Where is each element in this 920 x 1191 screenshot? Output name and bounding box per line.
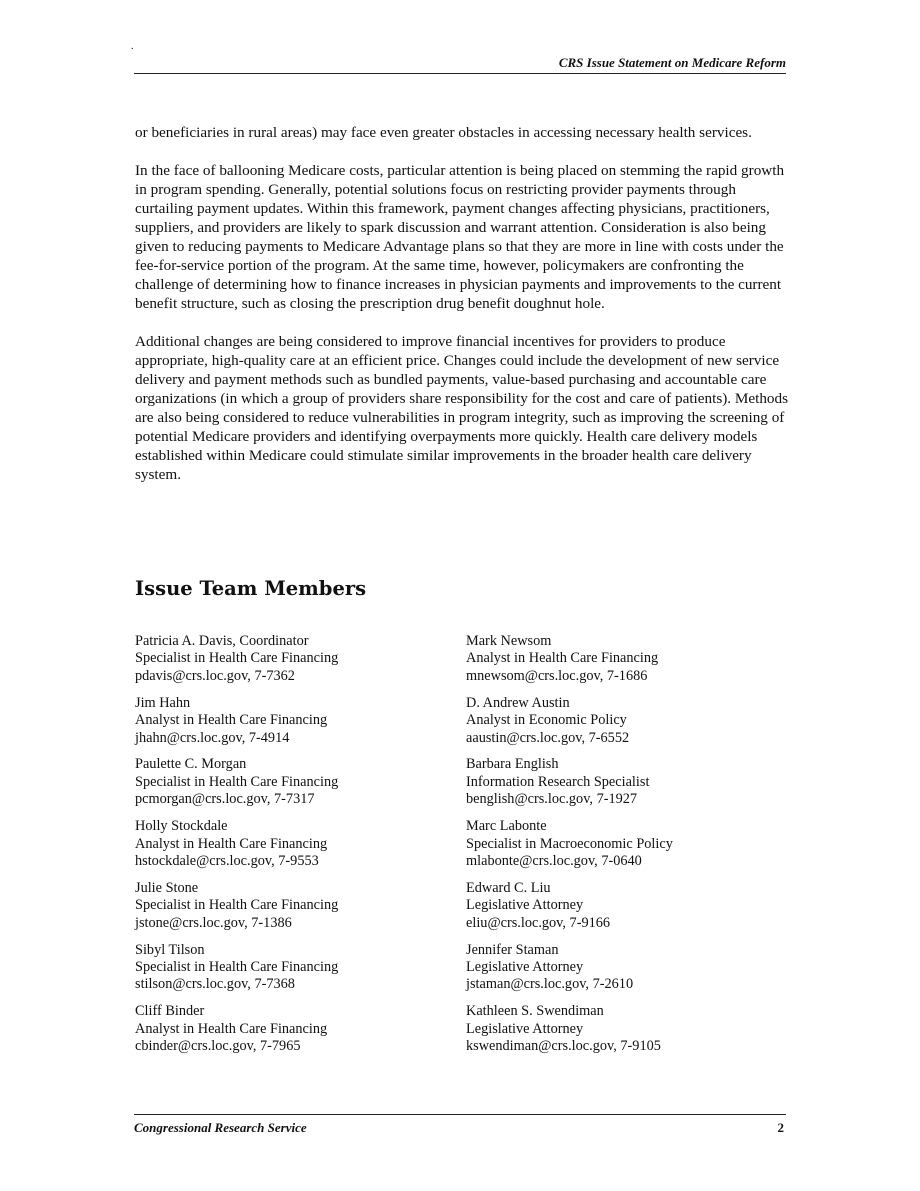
member-name: Patricia A. Davis, Coordinator [135, 633, 309, 649]
member-title: Analyst in Health Care Financing [135, 1020, 328, 1037]
team-column-left [135, 633, 465, 1065]
member-title: Legislative Attorney [466, 1020, 584, 1037]
running-footer [134, 1114, 786, 1139]
member-title: Legislative Attorney [466, 959, 584, 975]
member-title: Specialist in Health Care Financing [135, 897, 339, 914]
member-title: Legislative Attorney [466, 897, 584, 914]
paragraph: Additional changes are being considered to improve financial incentives for providers to produce appropriate, high-quality care at an efficient price. Changes could include the development of new service delivery and payment methods such as bundled payments, value-based purchasing and accountable care organizations (in which a group of providers share responsibility for the cost and care of patients). Methods are also being considered to reduce vulnerabilities in program integrity, such as improving the screening of potential Medicare providers and identifying overpayments more quickly. Health care delivery models established within Medicare could stimulate similar improvements in the broader health care delivery system. [135, 333, 789, 483]
team-member [135, 633, 465, 685]
member-name: Cliff Binder [135, 1003, 205, 1020]
member-contact: pcmorgan@crs.loc.gov, 7-7317 [135, 791, 315, 808]
team-member [466, 880, 796, 932]
running-header: CRS Issue Statement on Medicare Reform [134, 52, 786, 74]
member-contact: eliu@crs.loc.gov, 7-9166 [466, 914, 611, 931]
document-body [135, 123, 790, 503]
member-contact: hstockdale@crs.loc.gov, 7-9553 [135, 852, 319, 869]
member-title: Analyst in Economic Policy [466, 712, 627, 729]
team-member [466, 1003, 796, 1055]
member-contact: jhahn@crs.loc.gov, 7-4914 [135, 729, 290, 746]
section-title: Issue Team Members [135, 577, 367, 600]
team-member [466, 695, 796, 747]
page-number: 2 [777, 1120, 784, 1135]
paragraph: In the face of ballooning Medicare costs, particular attention is being placed on stemming the rapid growth in program spending. Generally, potential solutions focus on restricting provider payments through curtailing payment updates. Within this framework, payment changes affecting physicians, practitioners, suppliers, and providers are likely to spark discussion and warrant attention. Consideration is also being given to reducing payments to Medicare Advantage plans so that they are more in line with costs under the fee-for-service portion of the program. At the same time, however, policymakers are confronting the challenge of determining how to finance increases in physician payments and improvements to the current benefit structure, such as closing the prescription drug benefit doughnut hole. [135, 162, 785, 312]
member-contact: aaustin@crs.loc.gov, 7-6552 [466, 729, 630, 746]
member-name: D. Andrew Austin [466, 694, 570, 711]
member-name: Mark Newsom [466, 633, 552, 649]
team-member [135, 818, 465, 870]
member-name: Sibyl Tilson [135, 941, 205, 958]
team-member [135, 756, 465, 808]
team-member [135, 942, 465, 994]
team-member [135, 880, 465, 932]
member-name: Kathleen S. Swendiman [466, 1003, 604, 1020]
member-name: Jennifer Staman [466, 941, 559, 958]
member-contact: stilson@crs.loc.gov, 7-7368 [135, 976, 295, 993]
paragraph: or beneficiaries in rural areas) may face even greater obstacles in accessing necessary health services. [135, 124, 752, 141]
member-contact: mnewsom@crs.loc.gov, 7-1686 [466, 667, 648, 684]
member-title: Specialist in Macroeconomic Policy [466, 835, 673, 852]
member-name: Marc Labonte [466, 818, 547, 835]
team-column-right [466, 633, 796, 1065]
member-contact: kswendiman@crs.loc.gov, 7-9105 [466, 1038, 661, 1055]
member-contact: benglish@crs.loc.gov, 7-1927 [466, 791, 638, 808]
member-name: Barbara English [466, 756, 559, 773]
member-contact: jstaman@crs.loc.gov, 7-2610 [466, 976, 634, 993]
team-member [466, 942, 796, 994]
header-mark: . [131, 41, 134, 52]
member-contact: pdavis@crs.loc.gov, 7-7362 [135, 667, 295, 684]
team-member [135, 695, 465, 747]
team-member [135, 1003, 465, 1055]
member-name: Jim Hahn [135, 694, 191, 711]
member-name: Julie Stone [135, 879, 199, 896]
team-member [466, 756, 796, 808]
member-title: Specialist in Health Care Financing [135, 773, 339, 790]
member-title: Analyst in Health Care Financing [135, 712, 328, 729]
member-title: Analyst in Health Care Financing [135, 835, 328, 852]
member-contact: jstone@crs.loc.gov, 7-1386 [135, 914, 292, 931]
member-title: Specialist in Health Care Financing [135, 959, 339, 975]
member-contact: cbinder@crs.loc.gov, 7-7965 [135, 1038, 301, 1055]
team-member [466, 818, 796, 870]
member-title: Analyst in Health Care Financing [466, 650, 659, 667]
member-name: Paulette C. Morgan [135, 756, 247, 773]
footer-publisher: Congressional Research Service [134, 1120, 307, 1135]
member-title: Information Research Specialist [466, 773, 650, 790]
member-contact: mlabonte@crs.loc.gov, 7-0640 [466, 852, 642, 869]
member-title: Specialist in Health Care Financing [135, 650, 339, 667]
team-member [466, 633, 796, 685]
member-name: Holly Stockdale [135, 818, 228, 835]
member-name: Edward C. Liu [466, 879, 551, 896]
